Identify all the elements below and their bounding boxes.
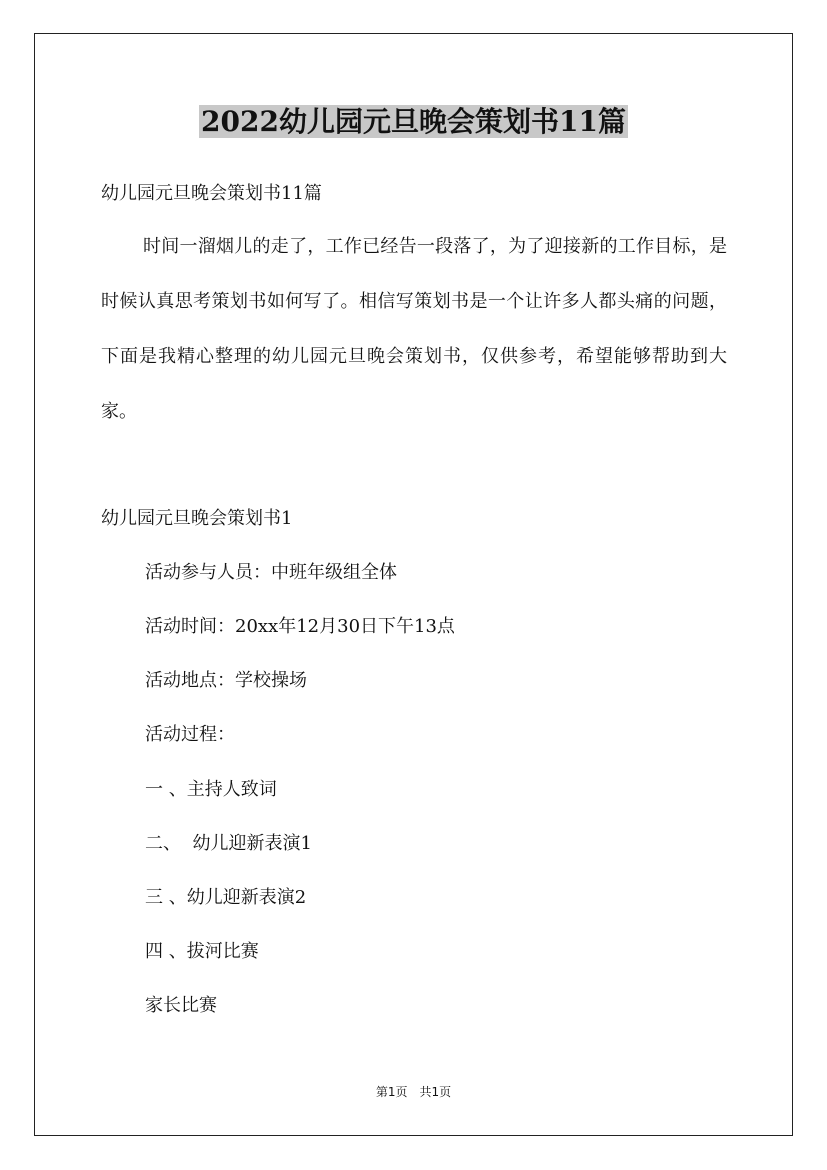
location-line: 活动地点：学校操场 xyxy=(145,670,307,691)
document-title xyxy=(0,102,827,142)
section-heading: 幼儿园元旦晚会策划书1 xyxy=(101,508,293,529)
page-footer xyxy=(0,1084,827,1100)
participants-line: 活动参与人员：中班年级组全体 xyxy=(145,562,397,583)
time-line: 活动时间：20xx年12月30日下午13点 xyxy=(145,616,455,637)
page-number-current: 第1页 xyxy=(375,1085,408,1099)
process-label: 活动过程： xyxy=(145,724,235,745)
intro-paragraph: 时间一溜烟儿的走了，工作已经告一段落了，为了迎接新的工作目标，是时候认真思考策划书如何写了。相信写策划书是一个让许多人都头痛的问题，下面是我精心整理的幼儿园元旦晚会策划书，仅供参考，希望能够帮助到大家。 xyxy=(101,236,727,422)
step-item: 二、 幼儿迎新表演1 xyxy=(145,833,312,854)
document-subtitle: 幼儿园元旦晚会策划书11篇 xyxy=(101,183,322,204)
document-title-text: 2022幼儿园元旦晚会策划书11篇 xyxy=(201,105,626,138)
step-item: 家长比赛 xyxy=(145,995,217,1016)
step-item: 一 、主持人致词 xyxy=(145,779,277,800)
page-number-total: 共1页 xyxy=(419,1085,452,1099)
step-item: 三 、幼儿迎新表演2 xyxy=(145,887,307,908)
step-item: 四 、拔河比赛 xyxy=(145,941,259,962)
